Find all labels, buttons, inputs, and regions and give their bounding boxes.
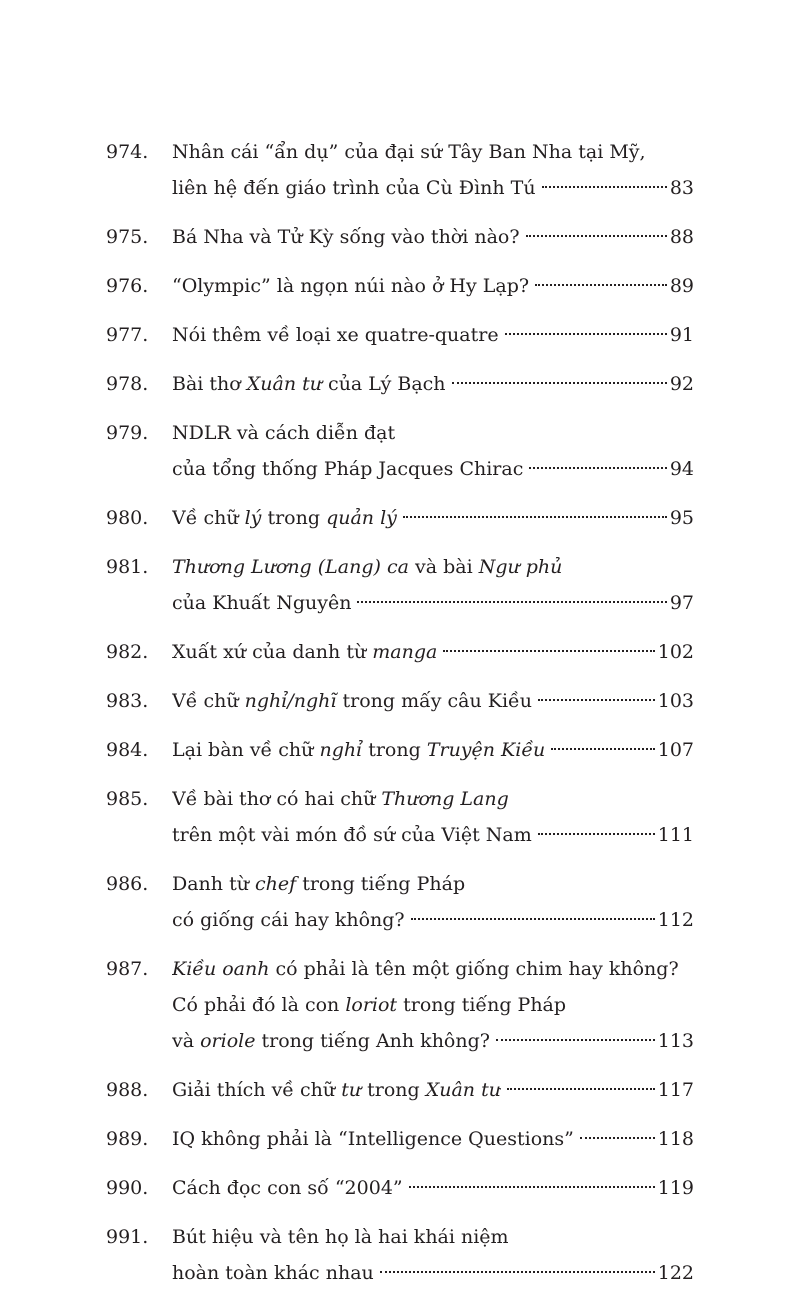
toc-entry-title: “Olympic” là ngọn núi nào ở Hy Lạp? <box>172 275 530 297</box>
toc-entry-body <box>172 951 694 1059</box>
table-of-contents <box>106 134 694 1304</box>
toc-entry-line <box>172 415 694 451</box>
dot-leader <box>507 1088 655 1090</box>
toc-entry-body <box>172 500 694 536</box>
toc-entry-title: Nhân cái “ẩn dụ” của đại sứ Tây Ban Nha tại Mỹ, <box>172 141 646 163</box>
toc-entry-line <box>172 902 694 938</box>
toc-entry-title: và oriole trong tiếng Anh không? <box>172 1030 490 1052</box>
toc-entry-title: Cách đọc con số “2004” <box>172 1177 403 1199</box>
toc-entry-page: 111 <box>657 824 694 846</box>
toc-entry-page: 112 <box>657 909 694 931</box>
toc-entry-page: 83 <box>669 177 694 199</box>
dot-leader <box>542 186 667 188</box>
dot-leader <box>403 516 667 518</box>
toc-entry <box>106 549 694 621</box>
toc-entry-page: 113 <box>657 1030 694 1052</box>
dot-leader <box>411 918 655 920</box>
toc-entry-line <box>172 1072 694 1108</box>
toc-entry-line <box>172 817 694 853</box>
toc-entry-title: Về chữ nghỉ/nghĩ trong mấy câu Kiều <box>172 690 532 712</box>
toc-entry-number: 980. <box>106 507 149 529</box>
toc-entry-line <box>172 500 694 536</box>
toc-entry-title: của Khuất Nguyên <box>172 592 352 614</box>
toc-entry-line <box>172 951 694 987</box>
toc-entry-title: Nói thêm về loại xe quatre-quatre <box>172 324 499 346</box>
toc-entry-number: 985. <box>106 788 149 810</box>
toc-entry-title: Lại bàn về chữ nghỉ trong Truyện Kiều <box>172 739 546 761</box>
toc-entry-number: 975. <box>106 226 149 248</box>
toc-entry-body <box>172 317 694 353</box>
toc-entry <box>106 1121 694 1157</box>
toc-entry-line <box>172 1255 694 1291</box>
toc-entry-number: 988. <box>106 1079 149 1101</box>
toc-entry-body <box>172 219 694 255</box>
toc-entry <box>106 268 694 304</box>
toc-entry-body <box>172 781 694 853</box>
dot-leader <box>380 1271 655 1273</box>
toc-entry-line <box>172 366 694 402</box>
toc-entry-title: IQ không phải là “Intelligence Questions” <box>172 1128 574 1150</box>
toc-entry <box>106 500 694 536</box>
toc-entry-number: 981. <box>106 556 149 578</box>
toc-entry-title: có giống cái hay không? <box>172 909 405 931</box>
toc-entry-page: 118 <box>657 1128 694 1150</box>
toc-entry-line <box>172 134 694 170</box>
toc-entry-line <box>172 987 694 1023</box>
toc-entry-title: Bài thơ Xuân tư của Lý Bạch <box>172 373 446 395</box>
toc-entry-body <box>172 634 694 670</box>
toc-entry-line <box>172 732 694 768</box>
toc-entry-page: 119 <box>657 1177 694 1199</box>
toc-entry <box>106 951 694 1059</box>
toc-entry-title: trên một vài món đồ sứ của Việt Nam <box>172 824 532 846</box>
toc-entry-title: Xuất xứ của danh từ manga <box>172 641 438 663</box>
dot-leader <box>580 1137 655 1139</box>
toc-entry-line <box>172 317 694 353</box>
toc-entry-number: 984. <box>106 739 149 761</box>
toc-entry-number: 977. <box>106 324 149 346</box>
toc-entry-line <box>172 1121 694 1157</box>
toc-entry-line <box>172 451 694 487</box>
toc-entry <box>106 683 694 719</box>
toc-entry-title: Về bài thơ có hai chữ Thương Lang <box>172 788 509 810</box>
dot-leader <box>526 235 667 237</box>
dot-leader <box>551 748 654 750</box>
toc-entry-body <box>172 134 694 206</box>
dot-leader <box>529 467 666 469</box>
toc-entry-number: 982. <box>106 641 149 663</box>
toc-entry-page: 94 <box>669 458 694 480</box>
toc-entry-title: Thương Lương (Lang) ca và bài Ngư phủ <box>172 556 563 578</box>
toc-entry-line <box>172 866 694 902</box>
dot-leader <box>496 1039 655 1041</box>
dot-leader <box>443 650 654 652</box>
toc-entry <box>106 219 694 255</box>
toc-entry-title: hoàn toàn khác nhau <box>172 1262 374 1284</box>
toc-entry-number: 983. <box>106 690 149 712</box>
toc-entry-line <box>172 170 694 206</box>
toc-entry-line <box>172 781 694 817</box>
toc-entry-line <box>172 683 694 719</box>
toc-entry-line <box>172 1023 694 1059</box>
toc-entry <box>106 732 694 768</box>
toc-entry <box>106 317 694 353</box>
toc-entry-line <box>172 585 694 621</box>
dot-leader <box>505 333 667 335</box>
dot-leader <box>409 1186 655 1188</box>
toc-entry-number: 986. <box>106 873 149 895</box>
toc-entry <box>106 134 694 206</box>
toc-entry-body <box>172 1072 694 1108</box>
toc-entry-title: NDLR và cách diễn đạt <box>172 422 396 444</box>
toc-entry-body <box>172 1219 694 1291</box>
toc-entry-body <box>172 732 694 768</box>
dot-leader <box>535 284 667 286</box>
toc-entry <box>106 1219 694 1291</box>
dot-leader <box>538 699 655 701</box>
toc-entry-page: 97 <box>669 592 694 614</box>
toc-entry <box>106 781 694 853</box>
toc-entry-page: 88 <box>669 226 694 248</box>
dot-leader <box>357 601 666 603</box>
toc-entry-title: Danh từ chef trong tiếng Pháp <box>172 873 466 895</box>
toc-entry-line <box>172 549 694 585</box>
toc-entry-body <box>172 415 694 487</box>
toc-entry <box>106 366 694 402</box>
toc-entry-line <box>172 1219 694 1255</box>
toc-entry <box>106 1170 694 1206</box>
toc-entry-title: Kiều oanh có phải là tên một giống chim hay không? <box>172 958 679 980</box>
dot-leader <box>452 382 667 384</box>
toc-entry-title: Bá Nha và Tử Kỳ sống vào thời nào? <box>172 226 520 248</box>
toc-entry-number: 979. <box>106 422 149 444</box>
toc-entry <box>106 634 694 670</box>
toc-entry-number: 991. <box>106 1226 149 1248</box>
toc-entry-body <box>172 549 694 621</box>
toc-entry-page: 89 <box>669 275 694 297</box>
toc-entry-number: 987. <box>106 958 149 980</box>
toc-entry-line <box>172 634 694 670</box>
toc-entry-page: 91 <box>669 324 694 346</box>
toc-entry-page: 117 <box>657 1079 694 1101</box>
toc-entry-number: 989. <box>106 1128 149 1150</box>
toc-entry-page: 92 <box>669 373 694 395</box>
toc-entry-page: 103 <box>657 690 694 712</box>
toc-entry <box>106 866 694 938</box>
toc-entry-title: Về chữ lý trong quản lý <box>172 507 397 529</box>
toc-entry-title: của tổng thống Pháp Jacques Chirac <box>172 458 524 480</box>
toc-entry-number: 990. <box>106 1177 149 1199</box>
toc-entry-number: 976. <box>106 275 149 297</box>
toc-entry-title: Giải thích về chữ tư trong Xuân tư <box>172 1079 501 1101</box>
toc-entry-body <box>172 1121 694 1157</box>
toc-entry-line <box>172 1170 694 1206</box>
toc-entry-body <box>172 1170 694 1206</box>
toc-entry-number: 978. <box>106 373 149 395</box>
toc-entry-page: 107 <box>657 739 694 761</box>
toc-entry-title: Bút hiệu và tên họ là hai khái niệm <box>172 1226 509 1248</box>
toc-entry-page: 102 <box>657 641 694 663</box>
toc-entry-title: liên hệ đến giáo trình của Cù Đình Tú <box>172 177 536 199</box>
toc-entry-page: 122 <box>657 1262 694 1284</box>
toc-entry-page: 95 <box>669 507 694 529</box>
toc-entry-body <box>172 268 694 304</box>
toc-entry-body <box>172 866 694 938</box>
toc-entry <box>106 415 694 487</box>
toc-entry <box>106 1072 694 1108</box>
dot-leader <box>538 833 655 835</box>
toc-entry-body <box>172 366 694 402</box>
toc-entry-number: 974. <box>106 141 149 163</box>
toc-entry-line <box>172 268 694 304</box>
toc-entry-title: Có phải đó là con loriot trong tiếng Pháp <box>172 994 567 1016</box>
toc-entry-body <box>172 683 694 719</box>
toc-entry-line <box>172 219 694 255</box>
